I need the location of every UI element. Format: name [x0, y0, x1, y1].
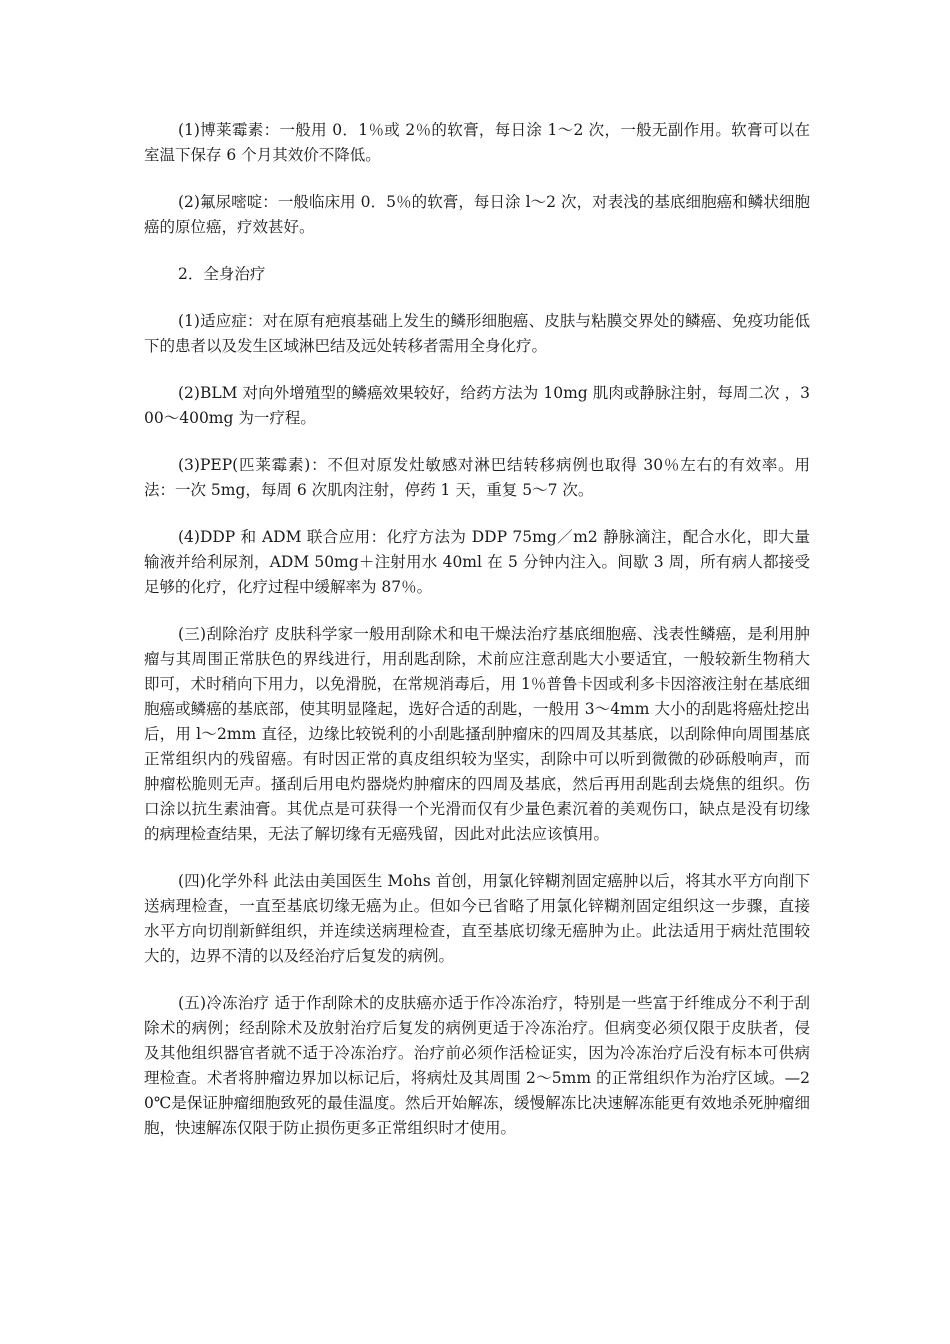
paragraph-blm: (2)BLM 对向外增殖型的鳞癌效果较好，给药方法为 10mg 肌肉或静脉注射，每周二次 ，300～400mg 为一疗程。 — [144, 384, 810, 427]
paragraph-cryotherapy: (五)冷冻治疗 适于作刮除术的皮肤癌亦适于作冷冻治疗，特别是一些富于纤维成分不利于刮除术的病例；经刮除术及放射治疗后复发的病例更适于冷冻治疗。但病变必须仅限于皮肤者，侵及其他组织器官者就不适于冷冻治疗。治疗前必须作活检证实，因为冷冻治疗后没有标本可供病理检查。术者将肿瘤边界加以标记后，将病灶及其周围 2～5mm 的正常组织作为治疗区域。—20℃是保证肿瘤细胞致死的最佳温度。然后开始解冻，缓慢解冻比决速解冻能更有效地杀死肿瘤细胞，快速解冻仅限于防止损伤更多正常组织时才使用。 — [144, 994, 810, 1137]
paragraph-indications: (1)适应症：对在原有疤痕基础上发生的鳞形细胞癌、皮肤与粘膜交界处的鳞癌、免疫功能低下的患者以及发生区域淋巴结及远处转移者需用全身化疗。 — [144, 312, 810, 355]
document-body — [144, 118, 810, 1163]
paragraph-fluorouracil: (2)氟尿嘧啶：一般临床用 0．5％的软膏，每日涂 l～2 次，对表浅的基底细胞癌和鳞状细胞癌的原位癌，疗效甚好。 — [144, 193, 810, 236]
paragraph-ddp-adm: (4)DDP 和 ADM 联合应用：化疗方法为 DDP 75mg／m2 静脉滴注，配合水化，即大量输液并给利尿剂，ADM 50mg＋注射用水 40ml 在 5 分钟内注入。间歇 3 周，所有病人都接受足够的化疗，化疗过程中缓解率为 87％。 — [144, 528, 810, 596]
paragraph-bleomycin: (1)博莱霉素：一般用 0．1％或 2％的软膏，每日涂 1～2 次，一般无副作用。软膏可以在室温下保存 6 个月其效价不降低。 — [144, 121, 810, 164]
paragraph-curettage: (三)刮除治疗 皮肤科学家一般用刮除术和电干燥法治疗基底细胞癌、浅表性鳞癌，是利用肿瘤与其周围正常肤色的界线进行，用刮匙刮除，术前应注意刮匙大小要适宜，一般较新生物稍大即可，术时稍向下用力，以免滑脱，在常规消毒后，用 1％普鲁卡因或利多卡因溶液注射在基底细胞癌或鳞癌的基底部，使其明显隆起，选好合适的刮匙，一般用 3～4mm 大小的刮匙将癌灶挖出后，用 l～2mm 直径，边缘比较锐利的小刮匙搔刮肿瘤床的四周及其基底，以刮除伸向周围基底正常组织内的残留癌。有时因正常的真皮组织较为坚实，刮除中可以听到微微的砂砾般响声，而肿瘤松脆则无声。搔刮后用电灼器烧灼肿瘤床的四周及基底，然后再用刮匙刮去烧焦的组织。伤口涂以抗生素油膏。其优点是可获得一个光滑而仅有少量色素沉着的美观伤口，缺点是没有切缘的病理检查结果，无法了解切缘有无癌残留，因此对此法应该慎用。 — [144, 625, 810, 843]
section-heading-systemic-treatment: 2．全身治疗 — [178, 265, 266, 283]
paragraph-pep: (3)PEP(匹莱霉素)：不但对原发灶敏感对淋巴结转移病例也取得 30％左右的有效率。用法：一次 5mg，每周 6 次肌肉注射，停药 1 天，重复 5～7 次。 — [144, 456, 810, 499]
paragraph-chemosurgery: (四)化学外科 此法由美国医生 Mohs 首创，用氯化锌糊剂固定癌肿以后，将其水平方向削下送病理检查，一直至基底切缘无癌为止。但如今已省略了用氯化锌糊剂固定组织这一步骤，直接水平方向切削新鲜组织，并连续送病理检查，直至基底切缘无癌肿为止。此法适用于病灶范围较大的，边界不清的以及经治疗后复发的病例。 — [144, 872, 810, 965]
